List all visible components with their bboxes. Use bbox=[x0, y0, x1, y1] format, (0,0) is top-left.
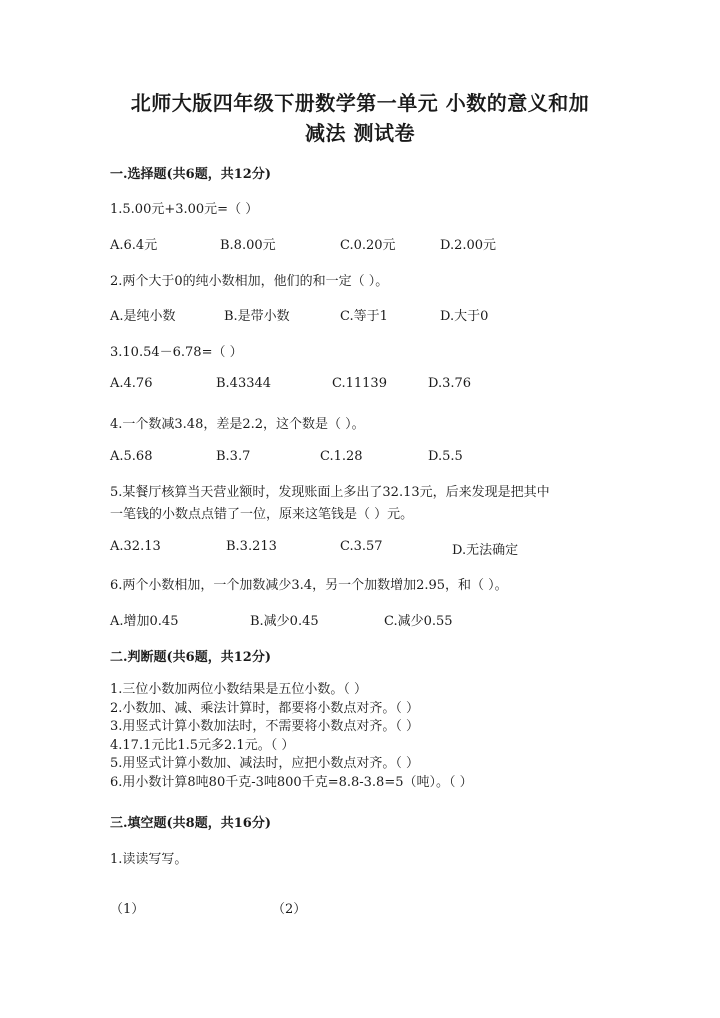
choice-question-5 bbox=[110, 482, 550, 526]
judge-item-6: 6.用小数计算8吨80千克-3吨800千克=8.8-3.8=5（吨）。（ ） bbox=[110, 774, 473, 790]
choice-5-option-b: B.3.213 bbox=[226, 539, 277, 554]
choice-6-option-b: B.减少0.45 bbox=[250, 614, 319, 629]
choice-4-option-d: D.5.5 bbox=[428, 449, 463, 464]
judge-item-1: 1.三位小数加两位小数结果是五位小数。（ ） bbox=[110, 682, 368, 697]
choice-question-1: 1.5.00元+3.00元=（ ） bbox=[110, 202, 259, 217]
fill-sub-2: （2） bbox=[272, 902, 307, 917]
choice-question-2: 2.两个大于0的纯小数相加，他们的和一定（ ）。 bbox=[110, 274, 389, 289]
choice-2-option-a: A.是纯小数 bbox=[110, 309, 176, 324]
judge-item-4: 4.17.1元比1.5元多2.1元。（ ） bbox=[110, 737, 295, 753]
fill-question-1: 1.读读写写。 bbox=[110, 852, 188, 867]
choice-5-option-d: D.无法确定 bbox=[452, 543, 519, 558]
choice-5-option-a: A.32.13 bbox=[110, 539, 161, 554]
choice-question-5-line-2: 一笔钱的小数点点错了一位，原来这笔钱是（ ）元。 bbox=[110, 507, 414, 522]
choice-4-option-a: A.5.68 bbox=[110, 449, 153, 464]
choice-2-option-d: D.大于0 bbox=[440, 309, 489, 324]
choice-2-option-b: B.是带小数 bbox=[224, 309, 290, 324]
section-heading-judge: 二.判断题(共6题，共12分) bbox=[110, 650, 271, 665]
judge-item-3: 3.用竖式计算小数加法时，不需要将小数点对齐。（ ） bbox=[110, 719, 420, 734]
choice-3-option-b: B.43344 bbox=[216, 376, 272, 391]
choice-4-option-c: C.1.28 bbox=[320, 449, 363, 464]
choice-1-option-b: B.8.00元 bbox=[220, 238, 276, 253]
judge-item-2: 2.小数加、减、乘法计算时，都要将小数点对齐。（ ） bbox=[110, 700, 420, 716]
choice-1-option-a: A.6.4元 bbox=[110, 238, 158, 253]
exam-title bbox=[90, 88, 630, 148]
choice-4-option-b: B.3.7 bbox=[216, 449, 251, 464]
choice-question-5-line-1: 5.某餐厅核算当天营业额时，发现账面上多出了32.13元，后来发现是把其中 bbox=[110, 485, 550, 500]
title-line-2: 减法 测试卷 bbox=[305, 121, 415, 145]
choice-3-option-d: D.3.76 bbox=[428, 376, 472, 391]
choice-question-3: 3.10.54－6.78=（ ） bbox=[110, 345, 243, 360]
choice-1-option-c: C.0.20元 bbox=[340, 238, 396, 253]
choice-3-option-c: C.11139 bbox=[332, 376, 387, 391]
judge-item-5: 5.用竖式计算小数加、减法时，应把小数点对齐。（ ） bbox=[110, 756, 420, 771]
section-heading-fill: 三.填空题(共8题，共16分) bbox=[110, 816, 271, 831]
judge-list bbox=[110, 681, 473, 792]
choice-5-option-c: C.3.57 bbox=[340, 539, 383, 554]
choice-1-option-d: D.2.00元 bbox=[440, 238, 497, 253]
fill-sub-1: （1） bbox=[110, 902, 145, 917]
choice-3-option-a: A.4.76 bbox=[110, 376, 153, 391]
section-heading-choice: 一.选择题(共6题，共12分) bbox=[110, 167, 271, 182]
choice-6-option-c: C.减少0.55 bbox=[384, 614, 453, 629]
choice-question-4: 4.一个数减3.48，差是2.2，这个数是（ ）。 bbox=[110, 417, 365, 432]
choice-6-option-a: A.增加0.45 bbox=[110, 614, 179, 629]
choice-question-6: 6.两个小数相加，一个加数减少3.4，另一个加数增加2.95，和（ ）。 bbox=[110, 578, 508, 593]
title-line-1: 北师大版四年级下册数学第一单元 小数的意义和加 bbox=[130, 91, 590, 115]
choice-2-option-c: C.等于1 bbox=[340, 309, 388, 324]
